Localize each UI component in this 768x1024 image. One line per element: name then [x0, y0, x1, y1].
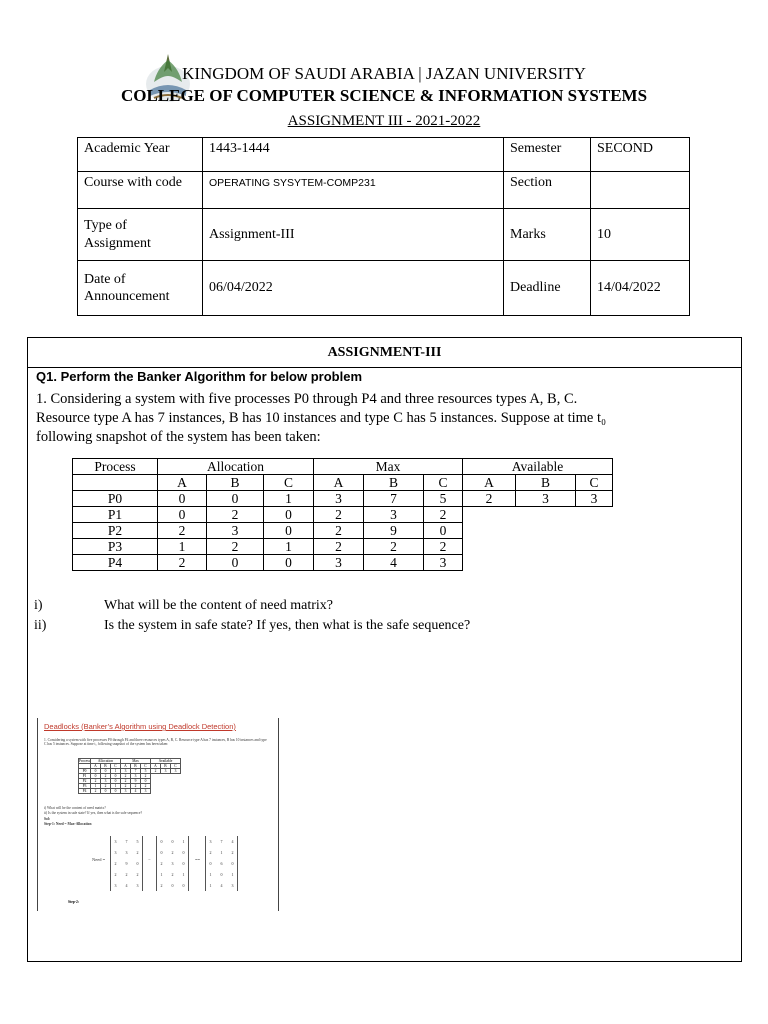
thumbnail-question-i: i) What will be the content of need matrix? [44, 806, 106, 810]
max-cell: 5 [424, 491, 463, 507]
sub-header: C [424, 475, 463, 491]
allocation-cell: 1 [264, 539, 314, 555]
course-label: Course with code [78, 172, 203, 209]
header-assignment: ASSIGNMENT III - 2021-2022 [287, 113, 481, 129]
allocation-cell: 0 [264, 523, 314, 539]
process-cell: P1 [73, 507, 158, 523]
process-cell: P2 [73, 523, 158, 539]
type-value: Assignment-III [203, 209, 504, 261]
thumbnail-title: Deadlocks (Banker’s Algorithm using Deadlock Detection) [44, 722, 236, 731]
max-cell: 2 [314, 539, 364, 555]
allocation-cell: 1 [158, 539, 207, 555]
table-row [73, 507, 613, 523]
max-cell: 7 [364, 491, 424, 507]
semester-value: SECOND [591, 138, 690, 172]
problem-paragraph: 1. Considering a system with five processes P0 through P4 and three resources types A, B, C. Resource type A has 7 instances, B has 10 instances and type C has 5 instances. Suppose at time t₀ following snapshot of the system has been taken: [36, 391, 607, 445]
max-cell: 2 [424, 539, 463, 555]
thumbnail-need-label: Need = [92, 857, 106, 862]
assignment-box: ASSIGNMENT-III Q1. Perform the Banker Algorithm for below problem 1. Considering a system with five processes P0 through P4 and three resources types A, B, C. Resource type A has 7 instances, B has 10 instances and type C has 5 instances. Suppose at time t₀ following snapshot of the system has been taken: Process Allocation Max Available A B C A B C A B C P0 0 0 1 3 7 5 2 3 3 P1 0 2 0 2 3 2 P2 2 3 0 2 9 0 P3 1 2 1 2 2 2 P4 2 0 0 3 4 3 i) What will be the content of need matrix? ii) Is the system in safe state? If yes, then what is the safe sequence? Deadlocks (Banker’s Algorithm using Deadlock Detection) 1. Considering a system with five processes P0 through P4 and three resources types A, B, C. Resource type A has 7 instances, B has 10 instances and type C has 5 instances. Suppose at time t₀ following snapshot of the system has been taken: Process Allocation Max Available A B C A B C A B C P0 0 0 1 3 7 5 2 3 3 P1 0 2 0 2 3 2 P2 2 3 0 2 9 0 P3 1 2 1 2 2 2 P4 2 0 0 3 4 3 i) What will be the content of need matrix? ii) Is the system in safe state? If yes, then what is the safe sequence? Sol: Step-1: Need = Max-Allocation Need = 3 7 5 3 3 2 2 9 0 2 2 2 3 4 3 − 0 0 1 0 2 0 2 3 0 1 2 1 2 0 0 == 3 7 4 2 1 2 0 6 0 1 0 1 1 4 3 Step-2: [27, 337, 742, 962]
deadline-value: 14/04/2022 [591, 261, 690, 316]
thumbnail-question-ii: ii) Is the system in safe state? If yes, then what is the safe sequence? [44, 811, 143, 815]
allocation-cell: 2 [158, 523, 207, 539]
max-cell: 3 [424, 555, 463, 571]
max-cell: 2 [424, 507, 463, 523]
allocation-cell: 0 [158, 507, 207, 523]
thumbnail-sol: Sol: [44, 817, 50, 821]
allocation-cell: 0 [158, 491, 207, 507]
max-cell: 9 [364, 523, 424, 539]
allocation-header: Allocation [158, 459, 314, 475]
marks-label: Marks [504, 209, 591, 261]
process-cell: P4 [73, 555, 158, 571]
process-cell: P3 [73, 539, 158, 555]
max-cell: 3 [314, 555, 364, 571]
marks-value: 10 [591, 209, 690, 261]
banker-table [72, 458, 613, 571]
available-cell: 3 [576, 491, 613, 507]
sub-header: A [158, 475, 207, 491]
sub-header: A [314, 475, 364, 491]
date-label: Date of Announcement [78, 261, 203, 316]
max-cell: 2 [364, 539, 424, 555]
sub-header: C [264, 475, 314, 491]
allocation-cell: 2 [158, 555, 207, 571]
solution-thumbnail: Deadlocks (Banker’s Algorithm using Deadlock Detection) 1. Considering a system with five processes P0 through P4 and three resources types A, B, C. Resource type A has 7 instances, B has 10 instances and type C has 5 instances. Suppose at time t₀ following snapshot of the system has been taken: Process Allocation Max Available A B C A B C A B C P0 0 0 1 3 7 5 2 3 3 P1 0 2 0 2 3 2 P2 2 3 0 2 9 0 P3 1 2 1 2 2 2 P4 2 0 0 3 4 3 i) What will be the content of need matrix? ii) Is the system in safe state? If yes, then what is the safe sequence? Sol: Step-1: Need = Max-Allocation Need = 3 7 5 3 3 2 2 9 0 2 2 2 3 4 3 − 0 0 1 0 2 0 2 3 0 1 2 1 2 0 0 == 3 7 4 2 1 2 0 6 0 1 0 1 1 4 3 Step-2: [37, 718, 279, 911]
section-value [591, 172, 690, 209]
academic-year-value: 1443-1444 [203, 138, 504, 172]
available-header: Available [463, 459, 613, 475]
process-cell: P0 [73, 491, 158, 507]
thumbnail-table: Process Allocation Max Available A B C A B C A B C P0 0 0 1 3 7 5 2 3 3 P1 0 2 0 2 3 2 P2 2 3 0 2 9 0 P3 1 2 1 2 2 2 P4 2 0 0 3 4 3 [78, 758, 181, 794]
max-header: Max [314, 459, 463, 475]
course-value: OPERATING SYSYTEM-COMP231 [209, 177, 376, 189]
deadline-label: Deadline [504, 261, 591, 316]
thumbnail-step2: Step-2: [68, 900, 79, 904]
assignment-title: ASSIGNMENT-III [28, 338, 741, 368]
header-college: COLLEGE OF COMPUTER SCIENCE & INFORMATION SYSTEMS [120, 86, 648, 105]
table-row [73, 491, 613, 507]
allocation-cell: 1 [264, 491, 314, 507]
sub-header: B [207, 475, 264, 491]
question-1-heading: Q1. Perform the Banker Algorithm for below problem [36, 369, 363, 384]
thumbnail-alloc-matrix: 0 0 1 0 2 0 2 3 0 1 2 1 2 0 0 [156, 836, 189, 891]
sub-header: B [516, 475, 576, 491]
process-header: Process [73, 459, 158, 475]
available-cell: 2 [463, 491, 516, 507]
allocation-cell: 0 [264, 507, 314, 523]
assignment-info-table [77, 137, 690, 316]
semester-label: Semester [504, 138, 591, 172]
max-cell: 0 [424, 523, 463, 539]
max-cell: 3 [314, 491, 364, 507]
allocation-cell: 3 [207, 523, 264, 539]
type-label: Type of Assignment [78, 209, 203, 261]
thumbnail-max-matrix: 3 7 5 3 3 2 2 9 0 2 2 2 3 4 3 [110, 836, 143, 891]
max-cell: 3 [364, 507, 424, 523]
thumbnail-step1: Step-1: Need = Max-Allocation [44, 822, 92, 826]
section-label: Section [504, 172, 591, 209]
sub-header: A [463, 475, 516, 491]
allocation-cell: 2 [207, 539, 264, 555]
max-cell: 2 [314, 523, 364, 539]
sub-header: B [364, 475, 424, 491]
allocation-cell: 0 [207, 491, 264, 507]
allocation-cell: 2 [207, 507, 264, 523]
academic-year-label: Academic Year [78, 138, 203, 172]
available-cell: 3 [516, 491, 576, 507]
allocation-cell: 0 [264, 555, 314, 571]
thumbnail-paragraph: 1. Considering a system with five processes P0 through P4 and three resources types A, B, C. Resource type A has 7 instances, B has 10 instances and type C has 5 instances. Suppose at time t₀ following snapshot of the system has been taken: [44, 738, 267, 747]
max-cell: 2 [314, 507, 364, 523]
sub-header: C [576, 475, 613, 491]
allocation-cell: 0 [207, 555, 264, 571]
thumbnail-need-matrix: 3 7 4 2 1 2 0 6 0 1 0 1 1 4 3 [205, 836, 238, 891]
date-value: 06/04/2022 [203, 261, 504, 316]
header-university: KINGDOM OF SAUDI ARABIA | JAZAN UNIVERSITY [182, 64, 586, 83]
max-cell: 4 [364, 555, 424, 571]
